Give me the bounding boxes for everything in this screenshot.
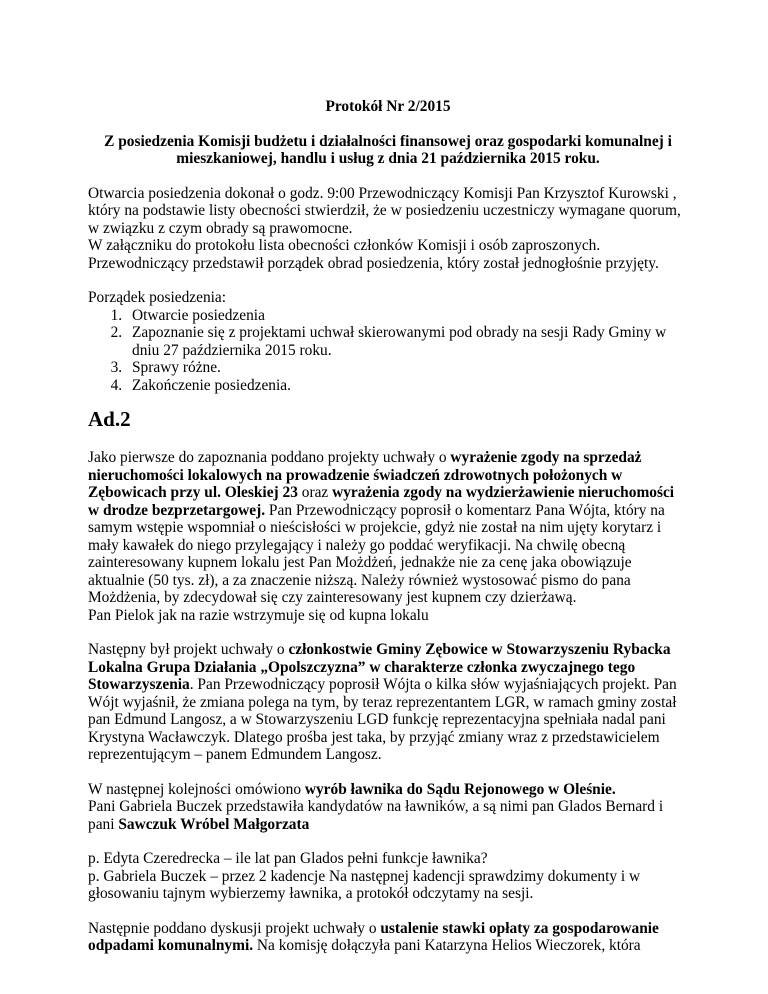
text-line: p. Edyta Czeredrecka – ile lat pan Glados pełni funkcje ławnika? (88, 850, 488, 867)
text-run: Na komisję dołączyła pani Katarzyna Helios Wieczorek, która (253, 937, 641, 954)
agenda-section (88, 289, 688, 394)
bold-run: wyrób ławnika do Sądu Rejonowego w Oleśnie. (304, 780, 616, 798)
bold-run: ustalenie stawki opłaty za gospodarowanie odpadami komunalnymi. (88, 919, 659, 954)
intro-line-attachment: W załączniku do protokołu lista obecności członków Komisji i osób zaproszonych. (88, 237, 601, 254)
text-run: Następnie poddano dyskusji projekt uchwały o (88, 919, 381, 937)
text-line: p. Gabriela Buczek – przez 2 kadencje Na następnej kadencji sprawdzimy dokumenty i w głosowaniu tajnym wybierzemy ławnika, a protokół odczytamy na sesji. (88, 867, 641, 902)
paragraph-juror (88, 781, 688, 834)
paragraph-membership (88, 641, 688, 764)
text-run: Pani Gabriela Buczek przedstawiła kandydatów na ławników, a są nimi pan Glados Bernard i pani (88, 798, 664, 833)
text-line (88, 798, 688, 833)
text-run: Jako pierwsze do zapoznania poddano projekty uchwały o (88, 449, 451, 466)
agenda-item: 4. Zakończenie posiedzenia. (126, 377, 688, 395)
agenda-item: 1. Otwarcie posiedzenia (126, 307, 688, 325)
agenda-heading: Porządek posiedzenia: (88, 289, 227, 306)
bold-run: wyrażenia zgody na wydzierżawienie nieruchomości w drodze bezprzetargowej. (88, 484, 675, 519)
text-run: Następny był projekt uchwały o (88, 641, 289, 658)
bold-run: wyrażenie zgody na sprzedaż nieruchomości lokalowych na prowadzenie świadczeń zdrowotnych położonych w Zębowicach przy ul. Oleskiej 23 (88, 449, 642, 501)
agenda-list (88, 307, 688, 395)
document-title: Protokół Nr 2/2015 (325, 98, 451, 115)
intro-paragraph (88, 185, 688, 273)
text-run: . Pan Przewodniczący poprosił Wójta o kilka słów wyjaśniających projekt. Pan Wójt wyjaśnił, że zmiana polega na tym, by teraz reprezentantem LGR, w ramach gminy został pan Edmund Langosz, a w Stowarzyszeniu LGD funkcję reprezentacyjna spełniała nadal pani Krystyna Wacławczyk. Dlatego prośba jest taka, by przyjąć zmiany wraz z przedstawicielem reprezentującym – panem Edmundem Langosz. (88, 676, 677, 763)
text-run: Pan Przewodniczący poprosił o komentarz Pana Wójta, który na samym wstępie wspomniał o nieścisłości w projekcie, gdyż nie został na nim ujęty korytarz i mały kawałek do niego przylegający i należy go poddać weryfikacji. Na chwilę obecną zainteresowany kupnem lokalu jest Pan Możdżeń, jednakże nie za cenę jaka obowiązuje aktualnie (50 tys. zł), a za znaczenie niższą. Należy również wystosować pismo do pana Możdżenia, by zdecydował się czy zainteresowany jest kupnem czy dzierżawą. (88, 501, 665, 606)
document-subtitle: Z posiedzenia Komisji budżetu i działalności finansowej oraz gospodarki komunalnej i mieszkaniowej, handlu i usług z dnia 21 października 2015 roku. (104, 132, 672, 167)
text-run: oraz (297, 484, 333, 501)
bold-run: członkostwie Gminy Zębowice w Stowarzyszeniu Rybacka Lokalna Grupa Działania „Opolszczyzna” w charakterze członka zwyczajnego tego Stowarzyszenia (88, 641, 671, 693)
section-heading-ad2: Ad.2 (88, 407, 131, 431)
intro-line-agenda-approved: Przewodniczący przedstawił porządek obrad posiedzenia, który został jednogłośnie przyjęty. (88, 254, 659, 272)
bold-run: Sawczuk Wróbel Małgorzata (118, 815, 310, 833)
document-page (88, 98, 688, 972)
agenda-item: 2. Zapoznanie się z projektami uchwał skierowanymi pod obrady na sesji Rady Gminy w dniu 27 października 2015 roku. (126, 324, 688, 359)
paragraph-property-sale (88, 449, 688, 624)
agenda-item: 3. Sprawy różne. (126, 359, 688, 377)
paragraph-discussion (88, 850, 688, 903)
intro-line-opening: Otwarcia posiedzenia dokonał o godz. 9:00 Przewodniczący Komisji Pan Krzysztof Kurowski , który na podstawie listy obecności stwierdził, że w posiedzeniu uczestniczy wymagane quorum, w związku z czym obrady są prawomocne. (88, 184, 681, 237)
text-line: Pan Pielok jak na razie wstrzymuje się od kupna lokalu (88, 606, 429, 624)
paragraph-waste-fee (88, 920, 688, 955)
text-run: W następnej kolejności omówiono (88, 780, 305, 798)
